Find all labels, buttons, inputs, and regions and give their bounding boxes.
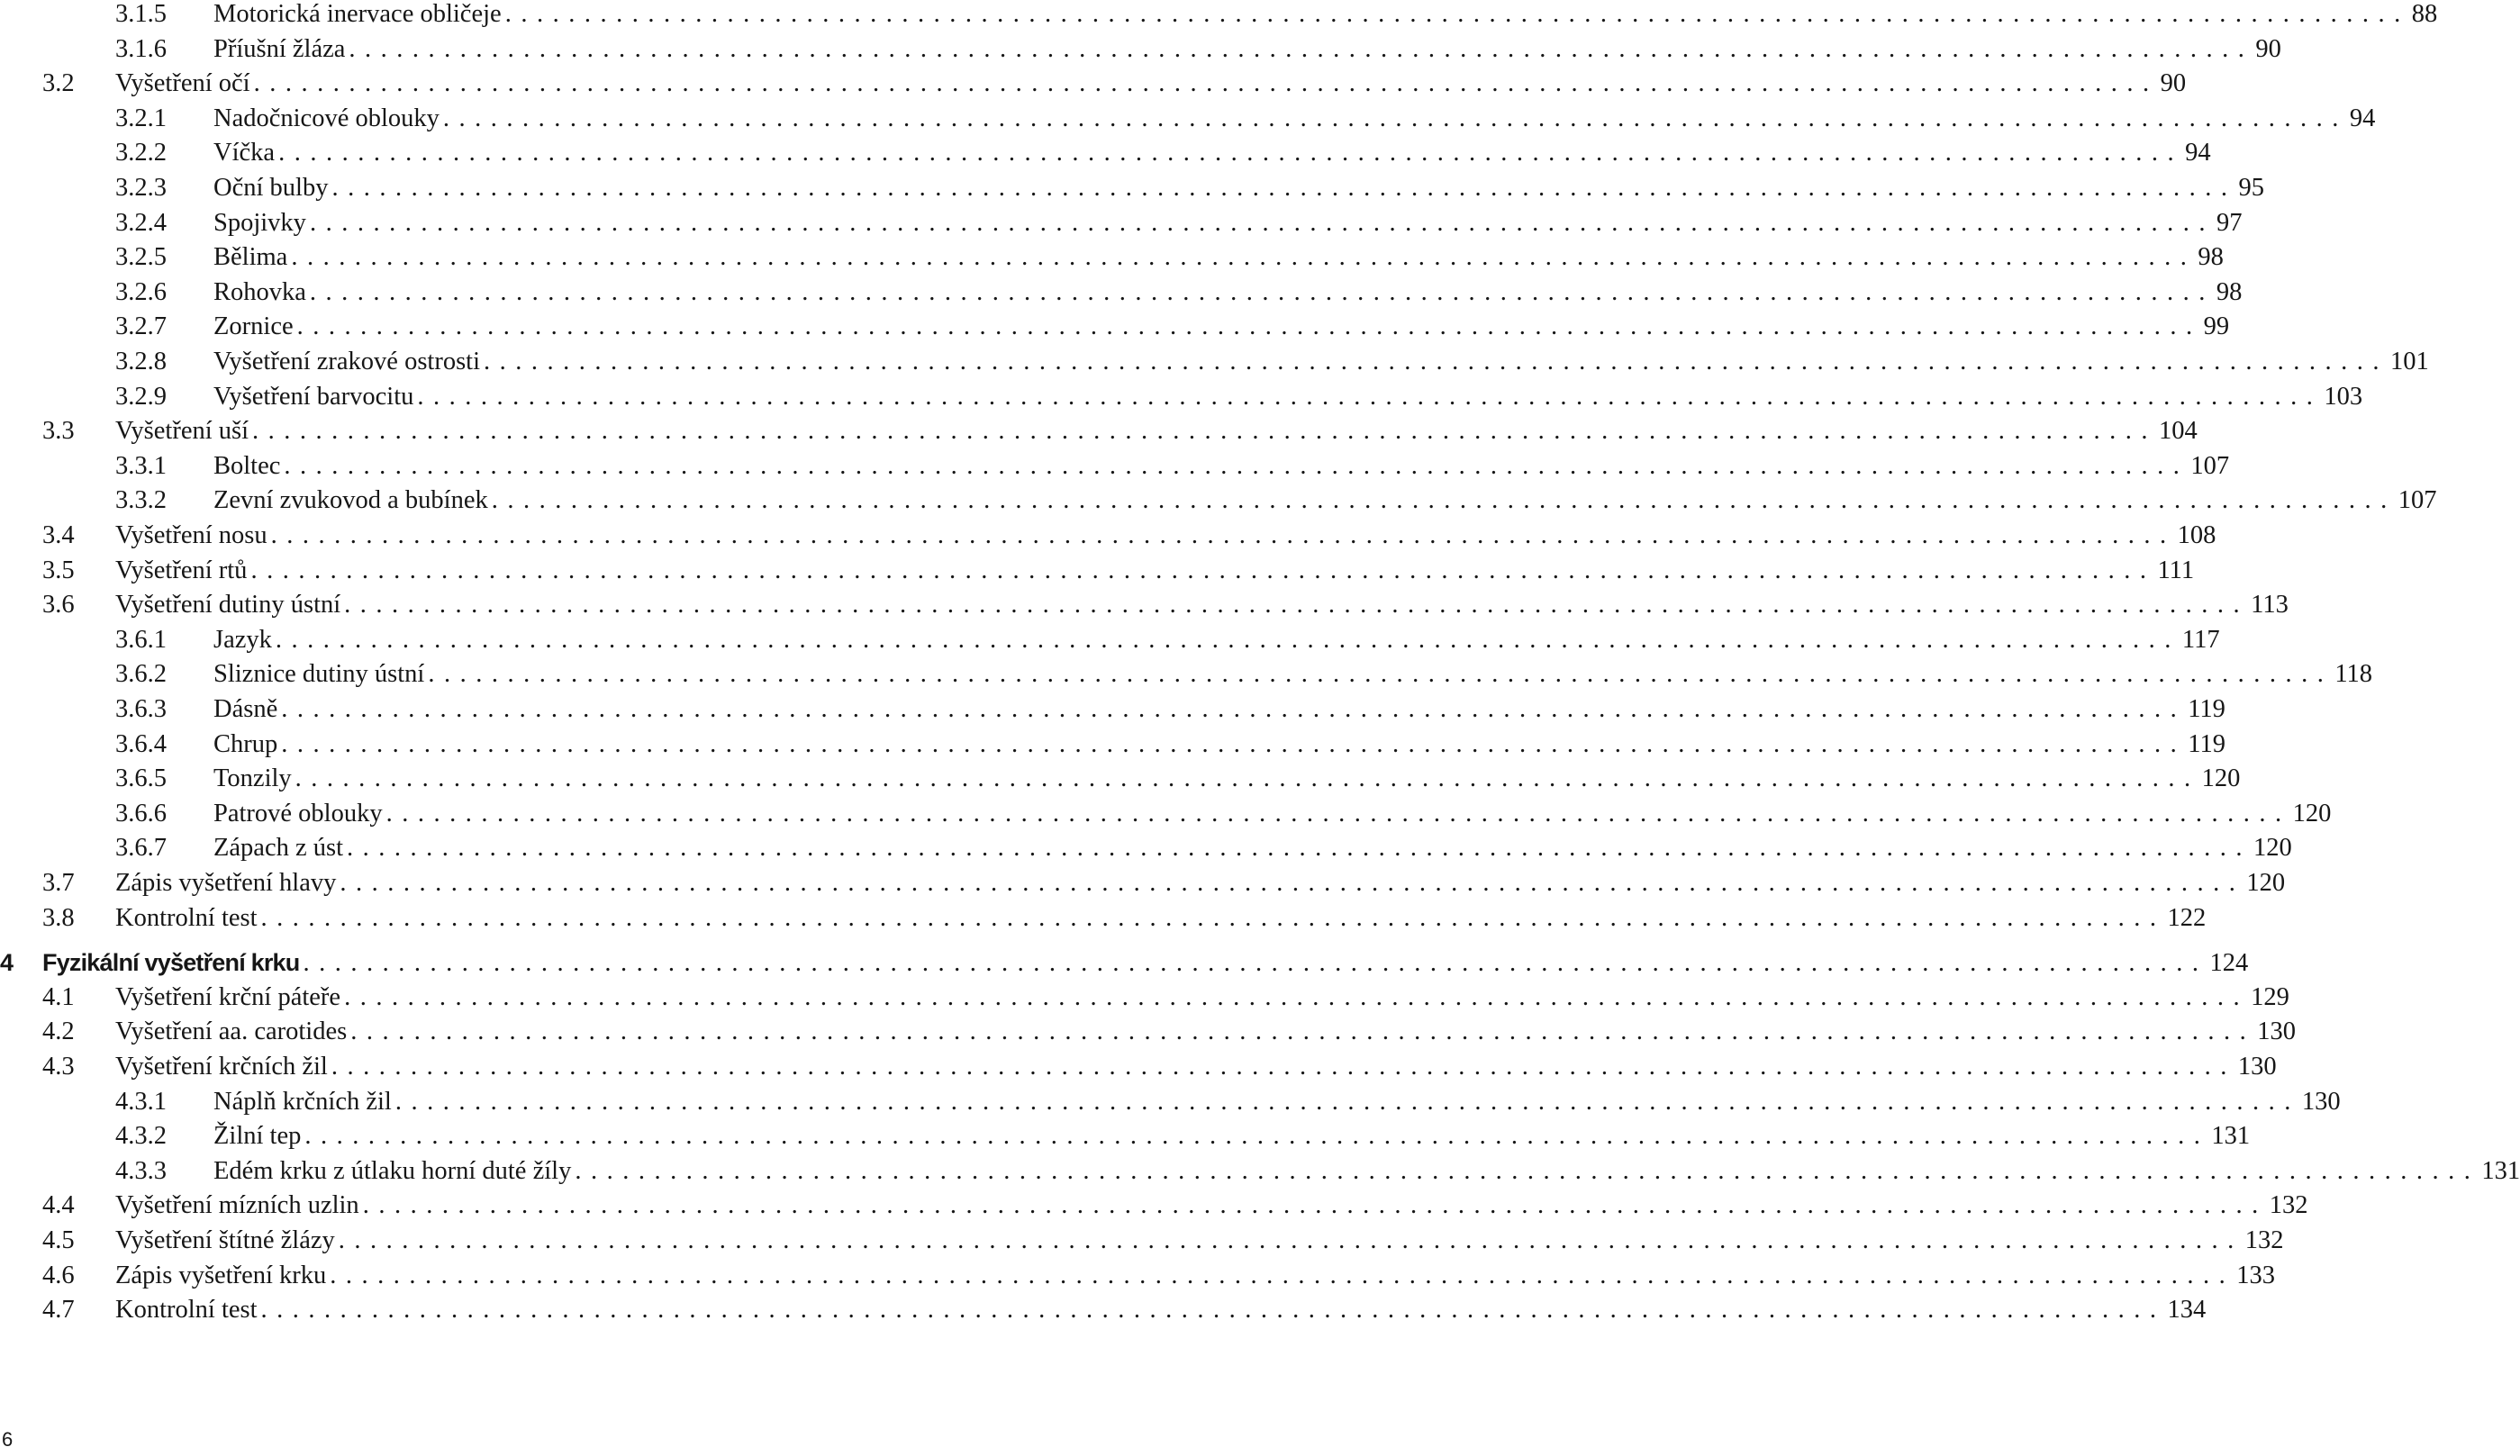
toc-entry[interactable] [0, 240, 2224, 276]
dot-leader: ........................................................................................................................ [347, 834, 2253, 863]
toc-entry[interactable] [0, 1223, 2284, 1259]
dot-leader: ........................................................................................................................ [250, 556, 2156, 584]
toc-entry-title: Edém krku z útlaku horní duté žíly [213, 1153, 575, 1189]
toc-entry-line [213, 483, 2437, 519]
toc-entry-page: 98 [2198, 243, 2224, 272]
toc-entry-line [115, 518, 2216, 554]
toc-entry-number: 3.2.5 [115, 243, 167, 272]
toc-entry-number: 3.1.6 [115, 34, 167, 63]
toc-entry-line [213, 240, 2224, 276]
toc-entry-line [213, 344, 2429, 380]
toc-entry[interactable] [0, 1014, 2296, 1050]
dot-leader: ........................................................................................................................ [344, 982, 2250, 1011]
toc-entry-page: 95 [2238, 174, 2264, 202]
dot-leader: ........................................................................................................................ [491, 486, 2397, 515]
toc-chapter-entry[interactable] [0, 945, 2249, 981]
dot-leader: ........................................................................................................................ [275, 625, 2180, 654]
toc-entry-line [213, 1118, 2251, 1154]
toc-entry-number: 4.3.2 [115, 1122, 167, 1151]
toc-entry-title: Žilní tep [213, 1118, 304, 1154]
toc-entry-title: Vyšetření dutiny ústní [115, 587, 344, 623]
dot-leader: ........................................................................................................................ [344, 591, 2250, 619]
toc-entry[interactable] [0, 796, 2332, 832]
toc-entry-page: 94 [2349, 104, 2376, 132]
toc-entry[interactable] [0, 656, 2373, 692]
toc-entry[interactable] [0, 553, 2195, 589]
toc-entry[interactable] [0, 1258, 2276, 1294]
dot-leader: ........................................................................................................................ [504, 0, 2410, 28]
toc-entry-title: Jazyk [213, 622, 276, 658]
toc-entry-number: 3.2.7 [115, 312, 167, 341]
dot-leader: ........................................................................................................................ [331, 174, 2237, 202]
toc-entry-title: Zevní zvukovod a bubínek [213, 483, 492, 519]
toc-entry[interactable] [0, 518, 2216, 554]
toc-entry[interactable] [0, 727, 2225, 763]
toc-entry[interactable] [0, 205, 2243, 241]
toc-entry[interactable] [0, 865, 2286, 901]
toc-entry-page: 88 [2411, 0, 2438, 28]
toc-entry-number: 3.6.6 [115, 799, 167, 827]
toc-entry-page: 130 [2301, 1087, 2341, 1116]
toc-entry-title: Vyšetření mízních uzlin [115, 1188, 363, 1224]
toc-entry-number: 4.3 [42, 1053, 75, 1081]
toc-entry[interactable] [0, 692, 2225, 728]
toc-entry-page: 132 [2269, 1191, 2308, 1220]
toc-entry-number: 4.5 [42, 1226, 75, 1254]
toc-entry-number: 3.7 [42, 869, 75, 897]
dot-leader: ........................................................................................................................ [575, 1156, 2480, 1185]
toc-entry-title: Fyzikální vyšetření krku [42, 945, 303, 981]
toc-entry[interactable] [0, 1084, 2341, 1120]
toc-entry-line [213, 1084, 2341, 1120]
toc-entry-line [115, 1292, 2207, 1328]
toc-entry-line [213, 309, 2230, 345]
toc-entry-line [213, 379, 2363, 415]
toc-entry-page: 104 [2159, 417, 2198, 446]
dot-leader: ........................................................................................................................ [309, 208, 2215, 237]
toc-entry-page: 107 [2190, 451, 2230, 480]
dot-leader: ........................................................................................................................ [484, 348, 2389, 375]
toc-entry-line [213, 275, 2243, 311]
toc-entry-number: 3.2.1 [115, 104, 167, 132]
toc-entry-title: Příušní žláza [213, 32, 349, 68]
toc-entry-number: 3.3 [42, 417, 75, 446]
toc-entry-line [115, 1049, 2277, 1085]
toc-entry[interactable] [0, 1153, 2520, 1189]
toc-entry[interactable] [0, 0, 2438, 32]
dot-leader: ........................................................................................................................ [304, 1122, 2210, 1151]
toc-entry-title: Vyšetření zrakové ostrosti [213, 344, 484, 380]
toc-entry-title: Vyšetření rtů [115, 553, 250, 589]
toc-entry-page: 134 [2167, 1296, 2207, 1325]
toc-entry-number: 3.2.3 [115, 174, 167, 202]
toc-entry-number: 3.6.7 [115, 834, 167, 863]
dot-leader: ........................................................................................................................ [281, 729, 2187, 758]
dot-leader: ........................................................................................................................ [442, 104, 2348, 132]
toc-entry-page: 122 [2167, 903, 2207, 932]
toc-entry-title: Vyšetření nosu [115, 518, 271, 554]
toc-entry-title: Spojivky [213, 205, 310, 241]
dot-leader: ........................................................................................................................ [331, 1053, 2236, 1081]
toc-entry-line [115, 413, 2198, 449]
toc-entry-title: Zápis vyšetření hlavy [115, 865, 340, 901]
toc-entry-page: 101 [2390, 348, 2429, 375]
dot-leader: ........................................................................................................................ [253, 69, 2159, 98]
toc-entry-page: 120 [2201, 764, 2241, 793]
toc-entry[interactable] [0, 483, 2437, 519]
toc-entry-title: Patrové oblouky [213, 796, 386, 832]
toc-entry-title: Vyšetření krční páteře [115, 980, 344, 1016]
toc-entry-page: 111 [2157, 556, 2195, 584]
toc-entry-line [115, 553, 2195, 589]
toc-entry-page: 129 [2251, 982, 2289, 1011]
toc-entry-line [213, 727, 2225, 763]
toc-entry[interactable] [0, 622, 2220, 658]
page-number: 6 [2, 1428, 14, 1451]
toc-entry-title: Bělima [213, 240, 291, 276]
toc-entry-number: 3.6.5 [115, 764, 167, 793]
toc-entry-title: Vyšetření krčních žil [115, 1049, 331, 1085]
toc-entry-number: 3.2.6 [115, 277, 167, 306]
toc-entry[interactable] [0, 379, 2363, 415]
toc-entry-number: 3.2.4 [115, 208, 167, 237]
toc-entry-line [213, 761, 2241, 797]
toc-entry-title: Rohovka [213, 275, 310, 311]
dot-leader: ........................................................................................................................ [270, 521, 2176, 549]
toc-entry[interactable] [0, 1118, 2251, 1154]
toc-entry-title: Vyšetření očí [115, 66, 254, 102]
toc-entry-page: 103 [2324, 382, 2363, 411]
toc-entry-page: 108 [2177, 521, 2216, 549]
dot-leader: ........................................................................................................................ [284, 451, 2189, 480]
dot-leader: ........................................................................................................................ [296, 312, 2202, 341]
toc-entry-line [213, 692, 2225, 728]
toc-entry-line [213, 830, 2292, 866]
toc-entry[interactable] [0, 1188, 2308, 1224]
toc-entry-line [115, 900, 2207, 936]
toc-entry-line [115, 865, 2286, 901]
toc-entry-page: 117 [2181, 625, 2220, 654]
toc-entry-page: 131 [2481, 1156, 2520, 1185]
toc-entry-number: 4.1 [42, 982, 75, 1011]
toc-entry-number: 3.6.1 [115, 625, 167, 654]
toc-entry-title: Kontrolní test [115, 1292, 261, 1328]
toc-entry-title: Motorická inervace obličeje [213, 0, 505, 32]
dot-leader: ........................................................................................................................ [291, 243, 2197, 272]
toc-entry-line [213, 622, 2220, 658]
toc-entry-number: 3.6.3 [115, 695, 167, 723]
toc-entry-page: 119 [2188, 729, 2225, 758]
toc-entry[interactable] [0, 275, 2243, 311]
toc-entry-page: 90 [2160, 69, 2187, 98]
toc-entry-page: 120 [2246, 869, 2286, 897]
toc-entry-number: 3.8 [42, 903, 75, 932]
toc-entry[interactable] [0, 66, 2187, 102]
toc-entry-number: 4.3.1 [115, 1087, 167, 1116]
toc-entry-title: Zornice [213, 309, 297, 345]
toc-entry-number: 3.2.8 [115, 348, 167, 375]
toc-entry[interactable] [0, 830, 2292, 866]
dot-leader: ........................................................................................................................ [295, 764, 2200, 793]
dot-leader: ........................................................................................................................ [340, 869, 2245, 897]
toc-entry-number: 4.3.3 [115, 1156, 167, 1185]
toc-entry-number: 4.2 [42, 1017, 75, 1046]
toc-entry-page: 98 [2216, 277, 2243, 306]
toc-entry-page: 94 [2185, 139, 2211, 167]
toc-entry-number: 4 [0, 949, 14, 977]
toc-entry-title: Zápis vyšetření krku [115, 1258, 330, 1294]
dot-leader: ........................................................................................................................ [278, 139, 2184, 167]
toc-entry-number: 4.6 [42, 1261, 75, 1289]
toc-entry[interactable] [0, 980, 2289, 1016]
toc-entry-title: Oční bulby [213, 170, 331, 206]
toc-entry-line [42, 945, 2249, 981]
toc-entry-line [213, 656, 2373, 692]
toc-entry-title: Nadočnicové oblouky [213, 101, 443, 137]
toc-entry-number: 3.6 [42, 591, 75, 619]
toc-entry-page: 133 [2236, 1261, 2276, 1289]
toc-entry[interactable] [0, 32, 2281, 68]
toc-entry[interactable] [0, 1292, 2207, 1328]
toc-entry-page: 124 [2209, 949, 2249, 978]
toc-entry-title: Víčka [213, 135, 278, 171]
toc-entry-title: Vyšetření aa. carotides [115, 1014, 350, 1050]
toc-entry-title: Zápach z úst [213, 830, 347, 866]
toc-entry-page: 119 [2188, 695, 2225, 723]
dot-leader: ........................................................................................................................ [338, 1226, 2244, 1254]
toc-entry-line [213, 170, 2264, 206]
toc-entry-title: Chrup [213, 727, 281, 763]
toc-entry-page: 120 [2253, 834, 2292, 863]
toc-entry-number: 3.3.1 [115, 451, 167, 480]
toc-entry-line [115, 1014, 2296, 1050]
toc-entry-line [115, 1188, 2308, 1224]
dot-leader: ........................................................................................................................ [428, 660, 2334, 689]
toc-entry-number: 3.3.2 [115, 486, 167, 515]
toc-entry-line [115, 66, 2187, 102]
toc-entry-title: Tonzily [213, 761, 295, 797]
toc-entry-page: 113 [2251, 591, 2289, 619]
toc-entry-title: Kontrolní test [115, 900, 261, 936]
dot-leader: ........................................................................................................................ [252, 417, 2158, 446]
dot-leader: ........................................................................................................................ [350, 1017, 2256, 1046]
dot-leader: ........................................................................................................................ [417, 382, 2323, 411]
toc-entry-title: Vyšetření barvocitu [213, 379, 417, 415]
toc-entry-title: Boltec [213, 448, 284, 484]
toc-entry-title: Vyšetření štítné žlázy [115, 1223, 339, 1259]
toc-entry-line [115, 1258, 2276, 1294]
toc-entry-title: Náplň krčních žil [213, 1084, 395, 1120]
toc-entry[interactable] [0, 761, 2241, 797]
toc-entry[interactable] [0, 1049, 2277, 1085]
toc-entry-line [213, 1153, 2520, 1189]
toc-entry-number: 3.4 [42, 521, 75, 549]
dot-leader: ........................................................................................................................ [303, 949, 2208, 978]
toc-entry-line [115, 1223, 2284, 1259]
toc-entry-line [115, 587, 2289, 623]
toc-entry[interactable] [0, 135, 2211, 171]
toc-entry-line [213, 101, 2376, 137]
dot-leader: ........................................................................................................................ [330, 1261, 2235, 1289]
toc-entry[interactable] [0, 101, 2376, 137]
dot-leader: ........................................................................................................................ [260, 903, 2166, 932]
toc-entry-line [213, 0, 2438, 32]
toc-entry-number: 3.6.4 [115, 729, 167, 758]
toc-entry-page: 118 [2334, 660, 2373, 689]
toc-entry-number: 3.2 [42, 69, 75, 98]
toc-entry[interactable] [0, 309, 2230, 345]
toc-entry-line [213, 205, 2243, 241]
dot-leader: ........................................................................................................................ [394, 1087, 2300, 1116]
toc-entry-page: 130 [2237, 1053, 2277, 1081]
toc-entry[interactable] [0, 170, 2264, 206]
toc-entry-title: Dásně [213, 692, 281, 728]
toc-entry-number: 3.5 [42, 556, 75, 584]
dot-leader: ........................................................................................................................ [281, 695, 2187, 723]
dot-leader: ........................................................................................................................ [309, 277, 2215, 306]
toc-entry-number: 3.2.2 [115, 139, 167, 167]
toc-entry-number: 4.4 [42, 1191, 75, 1220]
toc-entry-page: 107 [2398, 486, 2437, 515]
toc-entry-line [213, 448, 2230, 484]
toc-entry[interactable] [0, 587, 2289, 623]
dot-leader: ........................................................................................................................ [349, 34, 2254, 63]
toc-entry[interactable] [0, 344, 2429, 380]
toc-entry-page: 97 [2216, 208, 2243, 237]
dot-leader: ........................................................................................................................ [385, 799, 2291, 827]
toc-entry-line [213, 135, 2211, 171]
toc-entry-line [213, 32, 2281, 68]
toc-entry-page: 120 [2292, 799, 2332, 827]
toc-entry-page: 131 [2211, 1122, 2251, 1151]
toc-entry-line [115, 980, 2289, 1016]
toc-entry[interactable] [0, 900, 2207, 936]
toc-entry-title: Sliznice dutiny ústní [213, 656, 428, 692]
dot-leader: ........................................................................................................................ [362, 1191, 2268, 1220]
toc-entry-number: 3.1.5 [115, 0, 167, 28]
toc-entry-page: 99 [2203, 312, 2230, 341]
toc-entry-number: 4.7 [42, 1296, 75, 1325]
toc-entry[interactable] [0, 413, 2198, 449]
toc-entry-number: 3.6.2 [115, 660, 167, 689]
toc-entry-page: 132 [2244, 1226, 2284, 1254]
toc-entry-page: 130 [2257, 1017, 2296, 1046]
toc-entry-number: 3.2.9 [115, 382, 167, 411]
toc-entry-title: Vyšetření uší [115, 413, 252, 449]
dot-leader: ........................................................................................................................ [260, 1296, 2166, 1325]
toc-entry-line [213, 796, 2332, 832]
toc-entry-page: 90 [2255, 34, 2281, 63]
toc-entry[interactable] [0, 448, 2230, 484]
